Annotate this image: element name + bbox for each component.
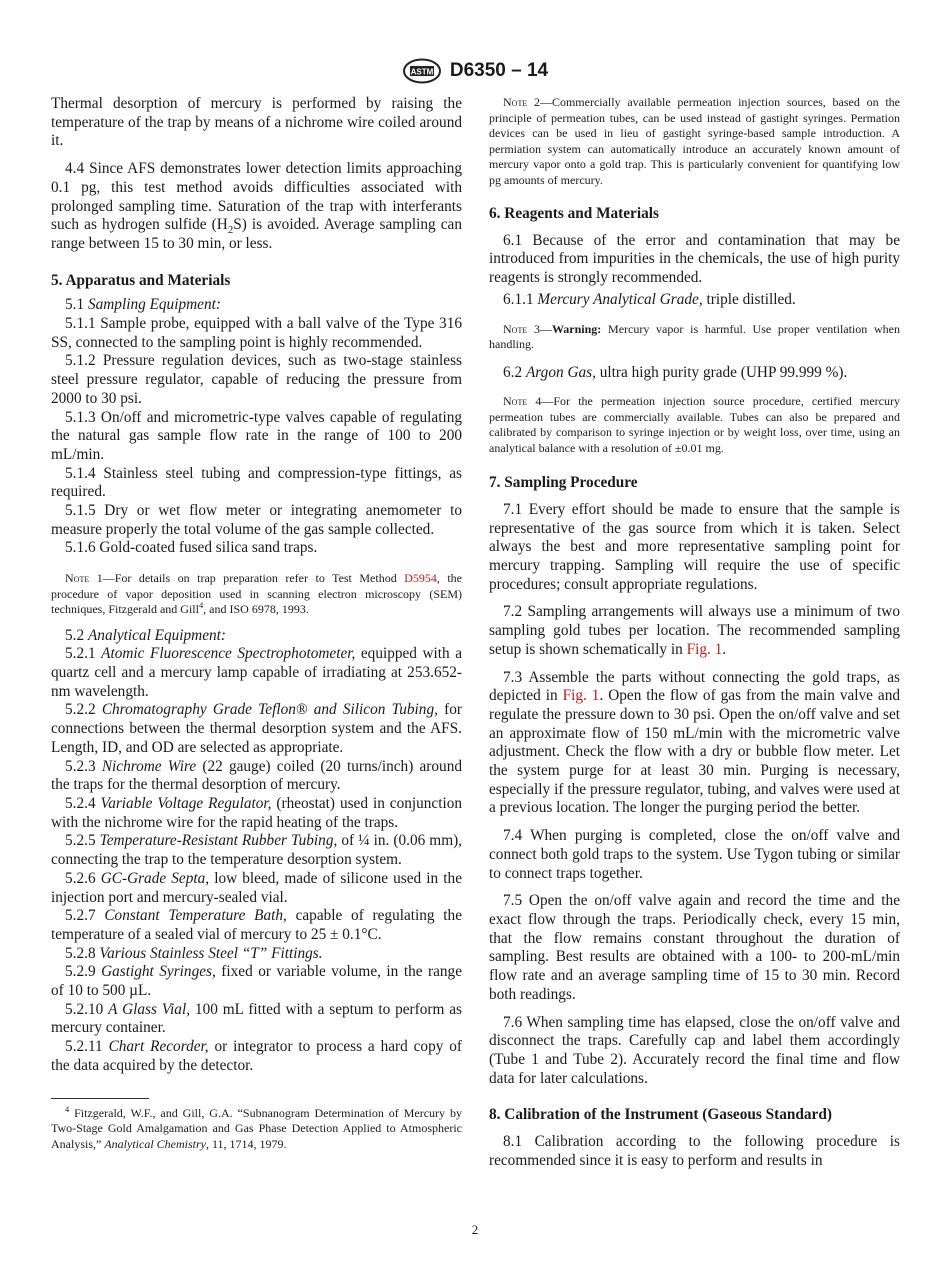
fig-1-link[interactable]: Fig. 1 xyxy=(686,640,723,658)
section-5-1-4: 5.1.4 Stainless steel tubing and compression-type fittings, as required. xyxy=(51,464,462,501)
svg-text:ASTM: ASTM xyxy=(410,67,434,77)
section-5-heading: 5. Apparatus and Materials xyxy=(51,271,231,289)
section-5-2: 5.2 Analytical Equipment: xyxy=(65,626,227,644)
section-5-1-3: 5.1.3 On/off and micrometric-type valves capable of regulating the natural gas sample flow rate in the range of 100 to 200 mL/min. xyxy=(51,408,462,463)
section-5-2-2: 5.2.2 Chromatography Grade Teflon® and Silicon Tubing, for connections between the thermal desorption system and the AFS. Length, ID, and OD are selected as appropriate. xyxy=(51,701,462,756)
page-number: 2 xyxy=(471,1222,479,1237)
section-5-2-3: 5.2.3 Nichrome Wire (22 gauge) coiled (20 turns/inch) around the traps for the thermal desorption of mercury. xyxy=(51,757,462,794)
note-3: Note 3—Warning: Mercury vapor is harmful. Use proper ventilation when handling. xyxy=(489,321,901,352)
section-7-3: 7.3 Assemble the parts without connecting the gold traps, as depicted in Fig. 1. Open the flow of gas from the main valve and regulate the pressure down to 30 psi. Open the on/off valve and set an approximate flow of 150 mL/min with the micrometric valve adjustment. Check the flow with a dry or bubble flow meter. Let the system purge for at least 30 min. Purging is necessary, especially if the pressure regulator, tubing, and valves were used at a previous location. The longer the purging period the better. xyxy=(489,668,900,817)
astm-logo-icon xyxy=(402,58,442,84)
section-5-2-11: 5.2.11 Chart Recorder, or integrator to process a hard copy of the data acquired by the detector. xyxy=(51,1038,462,1074)
section-6-1-1: 6.1.1 Mercury Analytical Grade, triple distilled. xyxy=(503,290,796,308)
section-5-1-6: 5.1.6 Gold-coated fused silica sand traps. xyxy=(65,539,318,557)
page-header xyxy=(0,58,950,84)
section-7-heading: 7. Sampling Procedure xyxy=(489,474,638,492)
paragraph-thermal-desorption: Thermal desorption of mercury is performed by raising the temperature of the trap by means of a nichrome wire coiled around it. xyxy=(51,95,462,150)
left-column xyxy=(51,95,462,1152)
section-8-heading: 8. Calibration of the Instrument (Gaseous Standard) xyxy=(489,1106,832,1124)
section-4-4: 4.4 Since AFS demonstrates lower detection limits approaching 0.1 pg, this test method avoids difficulties associated with prolonged sampling time. Saturation of the trap with interferants such as hydrogen sulfide $(H_2S)$ is avoided. Average sampling can range between 15 to 30 min, or less. xyxy=(51,160,462,252)
note-4: Note 4—For the permeation injection source procedure, certified mercury permeation tubes are commercially available. Tubes can also be prepared and calibrated by comparison to syringe injection or by weight loss, over time, using an analytical balance with a resolution of ±0.01 mg. xyxy=(489,394,900,455)
note-2: Note 2—Commercially available permeation injection sources, based on the principle of permeation tubes, can be used instead of gastight syringes. Permation devices can be used in lieu of gastight syringe-based sample introduction. A permiation system can automatically introduce an accurately known amount of mercury vapor onto a gold trap. This is particularly convenient for quantifying low pg amounts of mercury. xyxy=(489,95,900,187)
section-7-2: 7.2 Sampling arrangements will always use a minimum of two sampling gold tubes per location. The recommended sampling setup is shown schematically in Fig. 1. xyxy=(489,603,900,658)
footnote-rule xyxy=(51,1098,149,1099)
section-6-1: 6.1 Because of the error and contamination that may be introduced from impurities in the chemicals, the use of high purity reagents is strongly recommended. xyxy=(489,231,900,287)
section-8-1: 8.1 Calibration according to the following procedure is recommended since it is easy to perform and results in xyxy=(489,1133,900,1169)
right-column xyxy=(489,95,900,1170)
section-6-heading: 6. Reagents and Materials xyxy=(489,205,659,222)
section-5-2-9: 5.2.9 Gastight Syringes, fixed or variable volume, in the range of 10 to 500 µL. xyxy=(51,963,462,1000)
document-designation: D6350 – 14 xyxy=(449,60,549,81)
section-6-2: 6.2 Argon Gas, ultra high purity grade (UHP 99.999 %). xyxy=(503,363,848,381)
footnote-4: $^4$ Fitzgerald, W.F., and Gill, G.A. “Subnanogram Determination of Mercury by Two-Stage Gold Amalgamation and Gas Phase Detection Applied to Atmospheric Analysis,” Analytical Chemistry, 11, 1714, 1979. xyxy=(51,1104,462,1151)
section-7-6: 7.6 When sampling time has elapsed, close the on/off valve and disconnect the traps. Carefully cap and label them accordingly (Tube 1 and Tube 2). Accurately record the final time and flow data for later calculations. xyxy=(489,1013,900,1087)
note-1: Note 1—For details on trap preparation refer to Test Method D5954, the procedure of vapor deposition used in scanning electron microscopy (SEM) techniques, Fitzgerald and Gill$^4$, and ISO 6978, 1993. xyxy=(51,571,462,617)
section-5-2-10: 5.2.10 A Glass Vial, 100 mL fitted with a septum to perform as mercury container. xyxy=(51,1000,463,1037)
section-5-1: 5.1 Sampling Equipment: xyxy=(65,296,221,314)
section-5-2-8: 5.2.8 Various Stainless Steel “T” Fittings. xyxy=(65,944,323,962)
section-5-2-6: 5.2.6 GC-Grade Septa, low bleed, made of silicone used in the injection port and mercury-sealed vial. xyxy=(51,869,462,906)
section-5-2-4: 5.2.4 Variable Voltage Regulator, (rheostat) used in conjunction with the nichrome wire for the rapid heating of the traps. xyxy=(51,795,462,831)
d5954-link[interactable]: D5954 xyxy=(404,571,437,586)
section-5-2-5: 5.2.5 Temperature-Resistant Rubber Tubing, of ¼ in. (0.06 mm), connecting the trap to the temperature desorption system. xyxy=(51,832,463,869)
section-7-4: 7.4 When purging is completed, close the on/off valve and connect both gold traps to the system. Use Tygon tubing or similar to connect traps together. xyxy=(489,827,900,882)
section-5-2-7: 5.2.7 Constant Temperature Bath, capable of regulating the temperature of a sealed vial of mercury to 25 ± 0.1°C. xyxy=(51,907,462,943)
section-5-1-2: 5.1.2 Pressure regulation devices, such as two-stage stainless steel pressure regulator, capable of reducing the pressure from 2000 to 30 psi. xyxy=(51,352,462,407)
section-7-5: 7.5 Open the on/off valve again and record the time and the exact flow through the traps. Periodically check, every 15 min, that the flow remains constant throughout the duration of sampling. Best results are obtained with a 100- to 200-mL/min flow rate and an average sampling time of 15 to 30 min. Record both readings. xyxy=(489,892,900,1003)
section-5-1-5: 5.1.5 Dry or wet flow meter or integrating anemometer to measure properly the total volume of the gas sample collected. xyxy=(51,502,462,538)
fig-1-link[interactable]: Fig. 1 xyxy=(562,687,600,705)
section-7-1: 7.1 Every effort should be made to ensure that the sample is representative of the gas source from which it is taken. Select always the best and more representative sampling point for mercury trapping. Sampling will require the use of specific procedures; consult appropriate regulations. xyxy=(489,500,900,593)
section-5-2-1: 5.2.1 Atomic Fluorescence Spectrophotometer, equipped with a quartz cell and a mercury lamp capable of irradiating at 253.652-nm wavelength. xyxy=(51,645,463,700)
section-5-1-1: 5.1.1 Sample probe, equipped with a ball valve of the Type 316 SS, connected to the sampling point is highly recommended. xyxy=(51,315,462,351)
